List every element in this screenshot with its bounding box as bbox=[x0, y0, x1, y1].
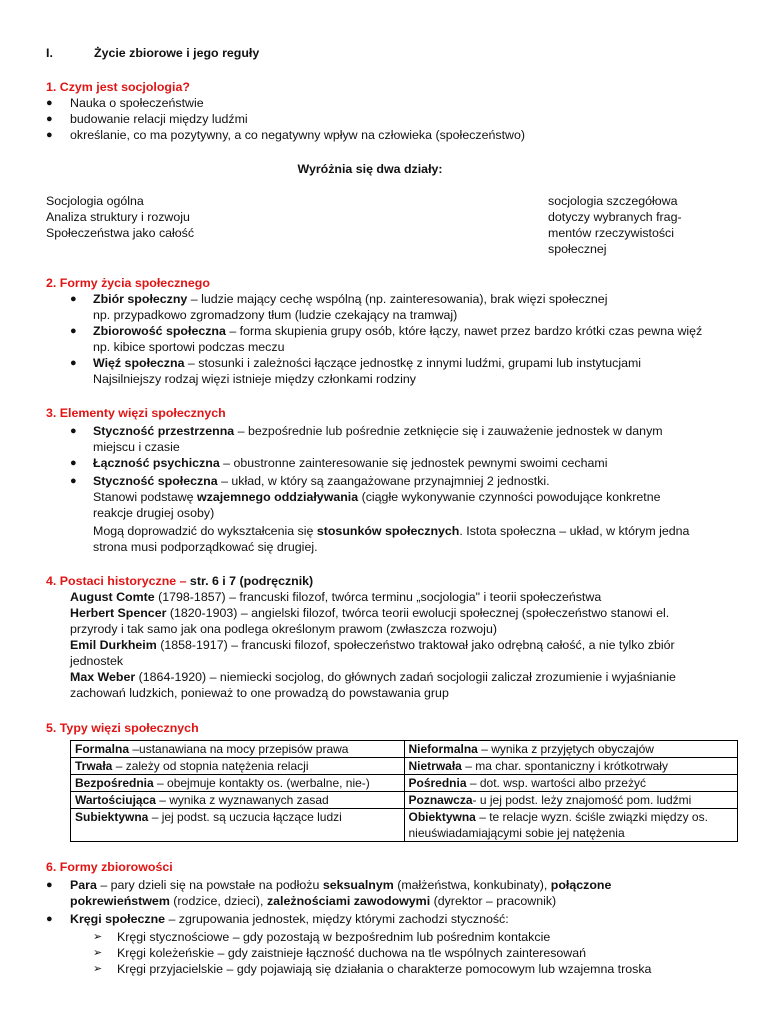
page-title: Życie zbiorowe i jego reguły bbox=[94, 46, 260, 60]
arrow-bullet-icon: ➢ bbox=[93, 931, 103, 943]
bullet-icon: ● bbox=[46, 97, 53, 109]
s4-comte: August Comte (1798-1857) – francuski filozof, twórca terminu „socjologia" i teorii społeczeństwa bbox=[70, 590, 602, 604]
table-cell: Subiektywna – jej podst. są uczucia łączące ludzi bbox=[71, 809, 405, 842]
s1-left-2: Analiza struktury i rozwoju bbox=[46, 210, 190, 224]
s1-bullet-1: Nauka o społeczeństwie bbox=[70, 96, 204, 110]
s6-sub-1: Kręgi stycznościowe – gdy pozostają w bezpośrednim lub pośrednim kontakcie bbox=[117, 930, 551, 944]
ties-table bbox=[70, 740, 738, 842]
s1-right-2: dotyczy wybranych frag- bbox=[548, 210, 682, 224]
s3-item-2: Łączność psychiczna – obustronne zainteresowanie się jednostek pewnymi swoimi cechami bbox=[93, 456, 608, 470]
s1-right-3: mentów rzeczywistości bbox=[548, 226, 674, 240]
section-6-heading: 6. Formy zbiorowości bbox=[46, 860, 173, 874]
bullet-icon: ● bbox=[46, 879, 53, 891]
bullet-icon: ● bbox=[70, 325, 77, 337]
table-cell: Wartościująca – wynika z wyznawanych zasad bbox=[71, 792, 405, 809]
s1-left-1: Socjologia ogólna bbox=[46, 194, 144, 208]
table-cell: Poznawcza- u jej podst. leży znajomość pom. ludźmi bbox=[404, 792, 738, 809]
s2-item-3: Więź społeczna – stosunki i zależności łączące jednostkę z innymi ludźmi, grupami lub instytucjami bbox=[93, 356, 642, 370]
s6-kregi: Kręgi społeczne – zgrupowania jednostek, między którymi zachodzi styczność: bbox=[70, 912, 509, 926]
table-row bbox=[71, 758, 738, 775]
table-cell: Nieformalna – wynika z przyjętych obyczajów bbox=[404, 741, 738, 758]
s3-item-3-cont-4: strona musi podporządkować się drugiej. bbox=[93, 540, 318, 554]
table-cell: Pośrednia – dot. wsp. wartości albo przeżyć bbox=[404, 775, 738, 792]
table-row bbox=[71, 792, 738, 809]
s6-para: Para – pary dzieli się na powstałe na podłożu seksualnym (małżeństwa, konkubinaty), połączone bbox=[70, 878, 612, 892]
bullet-icon: ● bbox=[46, 113, 53, 125]
s1-right-4: społecznej bbox=[548, 242, 607, 256]
table-row bbox=[71, 809, 738, 842]
title-number: I. bbox=[46, 46, 53, 60]
bullet-icon: ● bbox=[46, 913, 53, 925]
s2-item-2: Zbiorowość społeczna – forma skupienia grupy osób, które łączy, nawet przez bardzo krótki czas pewna więź bbox=[93, 324, 703, 338]
arrow-bullet-icon: ➢ bbox=[93, 963, 103, 975]
bullet-icon: ● bbox=[70, 475, 77, 487]
s3-item-3-cont-2: reakcje drugiej osoby) bbox=[93, 506, 215, 520]
table-cell: Formalna –ustanawiana na mocy przepisów prawa bbox=[71, 741, 405, 758]
table-cell: Obiektywna – te relacje wyzn. ściśle związki między os. nieuświadamiającymi sobie jej natężenia bbox=[404, 809, 738, 842]
s4-spencer: Herbert Spencer (1820-1903) – angielski filozof, twórca teorii ewolucji społecznej (społeczeństwo stanowi el. bbox=[70, 606, 670, 620]
s1-center-heading: Wyróżnia się dwa działy: bbox=[297, 162, 443, 176]
s3-item-3-cont-3: Mogą doprowadzić do wykształcenia się stosunków społecznych. Istota społeczna – układ, w którym jedna bbox=[93, 524, 690, 538]
table-row bbox=[71, 775, 738, 792]
section-4-heading: 4. Postaci historyczne – str. 6 i 7 (podręcznik) bbox=[46, 574, 314, 588]
s3-item-3: Styczność społeczna – układ, w który są zaangażowane przynajmniej 2 jednostki. bbox=[93, 474, 550, 488]
table-cell: Trwała – zależy od stopnia natężenia relacji bbox=[71, 758, 405, 775]
section-1-heading: 1. Czym jest socjologia? bbox=[46, 80, 190, 94]
s6-sub-2: Kręgi koleżeńskie – gdy zaistnieje łączność duchowa na tle wspólnych zainteresowań bbox=[117, 946, 587, 960]
bullet-icon: ● bbox=[70, 357, 77, 369]
bullet-icon: ● bbox=[70, 293, 77, 305]
s4-weber-cont: zachowań ludzkich, ponieważ to one prowadzą do powstawania grup bbox=[70, 686, 449, 700]
table-cell: Nietrwała – ma char. spontaniczny i krótkotrwały bbox=[404, 758, 738, 775]
s3-item-1: Styczność przestrzenna – bezpośrednie lub pośrednie zetknięcie się i zauważenie jednostek w danym bbox=[93, 424, 663, 438]
s4-durkheim: Emil Durkheim (1858-1917) – francuski filozof, społeczeństwo traktował jako odrębną całość, a nie tylko zbiór bbox=[70, 638, 675, 652]
table-cell: Bezpośrednia – obejmuje kontakty os. (werbalne, nie-) bbox=[71, 775, 405, 792]
s1-right-1: socjologia szczegółowa bbox=[548, 194, 678, 208]
section-2-heading: 2. Formy życia społecznego bbox=[46, 276, 210, 290]
s6-para-cont: pokrewieństwem (rodzice, dzieci), zależnościami zawodowymi (dyrektor – pracownik) bbox=[70, 894, 557, 908]
s4-weber: Max Weber (1864-1920) – niemiecki socjolog, do głównych zadań socjologii zaliczał zrozumienie i wyjaśnianie bbox=[70, 670, 676, 684]
section-3-heading: 3. Elementy więzi społecznych bbox=[46, 406, 226, 420]
s3-item-1-cont: miejscu i czasie bbox=[93, 440, 180, 454]
s1-left-3: Społeczeństwa jako całość bbox=[46, 226, 195, 240]
bullet-icon: ● bbox=[70, 425, 77, 437]
s1-bullet-3: określanie, co ma pozytywny, a co negatywny wpływ na człowieka (społeczeństwo) bbox=[70, 128, 525, 142]
section-5-heading: 5. Typy więzi społecznych bbox=[46, 721, 199, 735]
s4-durkheim-cont: jednostek bbox=[70, 654, 124, 668]
s4-spencer-cont: przyrody i tak samo jak ona podlega określonym prawom (zwłaszcza rozwoju) bbox=[70, 622, 497, 636]
s2-item-3-cont: Najsilniejszy rodzaj więzi istnieje między członkami rodziny bbox=[93, 372, 416, 386]
s2-item-1-cont: np. przypadkowo zgromadzony tłum (ludzie czekający na tramwaj) bbox=[93, 308, 458, 322]
s2-item-1: Zbiór społeczny – ludzie mający cechę wspólną (np. zainteresowania), brak więzi społecznej bbox=[93, 292, 608, 306]
s3-item-3-cont-1: Stanowi podstawę wzajemnego oddziaływania (ciągłe wykonywanie czynności powodujące konkretne bbox=[93, 490, 661, 504]
s2-item-2-cont: np. kibice sportowi podczas meczu bbox=[93, 340, 285, 354]
bullet-icon: ● bbox=[70, 457, 77, 469]
table-row bbox=[71, 741, 738, 758]
arrow-bullet-icon: ➢ bbox=[93, 947, 103, 959]
bullet-icon: ● bbox=[46, 129, 53, 141]
s1-bullet-2: budowanie relacji między ludźmi bbox=[70, 112, 248, 126]
s6-sub-3: Kręgi przyjacielskie – gdy pojawiają się działania o charakterze pomocowym lub wzajemna troska bbox=[117, 962, 652, 976]
